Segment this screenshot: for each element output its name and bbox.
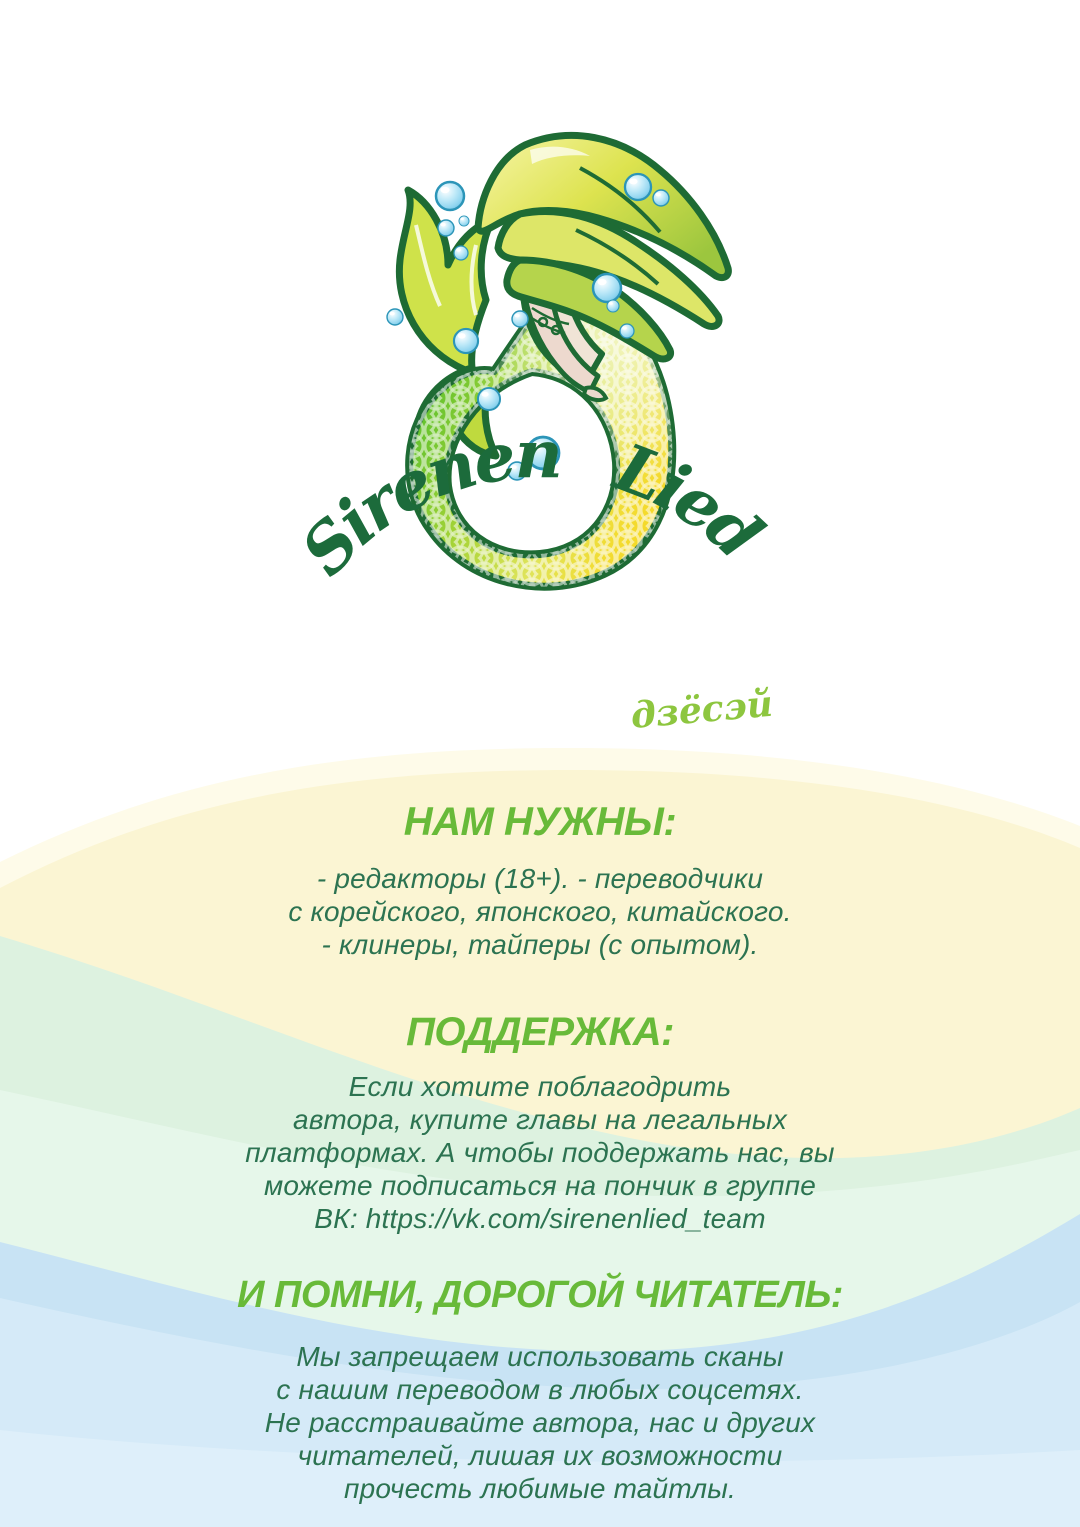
- reminder-line: прочесть любимые тайтлы.: [343, 1473, 737, 1504]
- support-line: платформах. А чтобы поддержать нас, вы: [245, 1137, 835, 1168]
- vk-url-line[interactable]: ВК: https://vk.com/sirenenlied_team: [314, 1203, 766, 1234]
- recruiting-line: - клинеры, тайперы (с опытом).: [321, 929, 759, 960]
- logo-subtitle: дзёсэй: [629, 682, 775, 737]
- recruiting-line: с корейского, японского, китайского.: [288, 896, 792, 927]
- reminder-line: Не расстраивайте автора, нас и других: [264, 1407, 816, 1438]
- support-line: можете подписаться на пончик в группе: [264, 1170, 816, 1201]
- section-support: [0, 1012, 1080, 1052]
- section-recruiting: [0, 802, 1080, 842]
- section-support-body: [0, 1070, 1080, 1235]
- section-reminder-body: [0, 1340, 1080, 1505]
- section-recruiting-body: [0, 862, 1080, 961]
- support-heading: ПОДДЕРЖКА:: [406, 1010, 674, 1054]
- logo-title: Sirenen Lied: [285, 415, 780, 591]
- reminder-line: Мы запрещаем использовать сканы: [296, 1341, 784, 1372]
- recruiting-heading: НАМ НУЖНЫ:: [403, 800, 677, 844]
- mermaid-logo: [280, 110, 800, 760]
- recruiting-line: - редакторы (18+). - переводчики: [316, 863, 764, 894]
- reminder-line: читателей, лишая их возможности: [297, 1440, 783, 1471]
- section-reminder: [0, 1276, 1080, 1314]
- support-line: автора, купите главы на легальных: [293, 1104, 787, 1135]
- reminder-heading: И ПОМНИ, ДОРОГОЙ ЧИТАТЕЛЬ:: [237, 1274, 843, 1316]
- reminder-line: с нашим переводом в любых соцсетях.: [276, 1374, 804, 1405]
- support-line: Если хотите поблагодрить: [348, 1071, 732, 1102]
